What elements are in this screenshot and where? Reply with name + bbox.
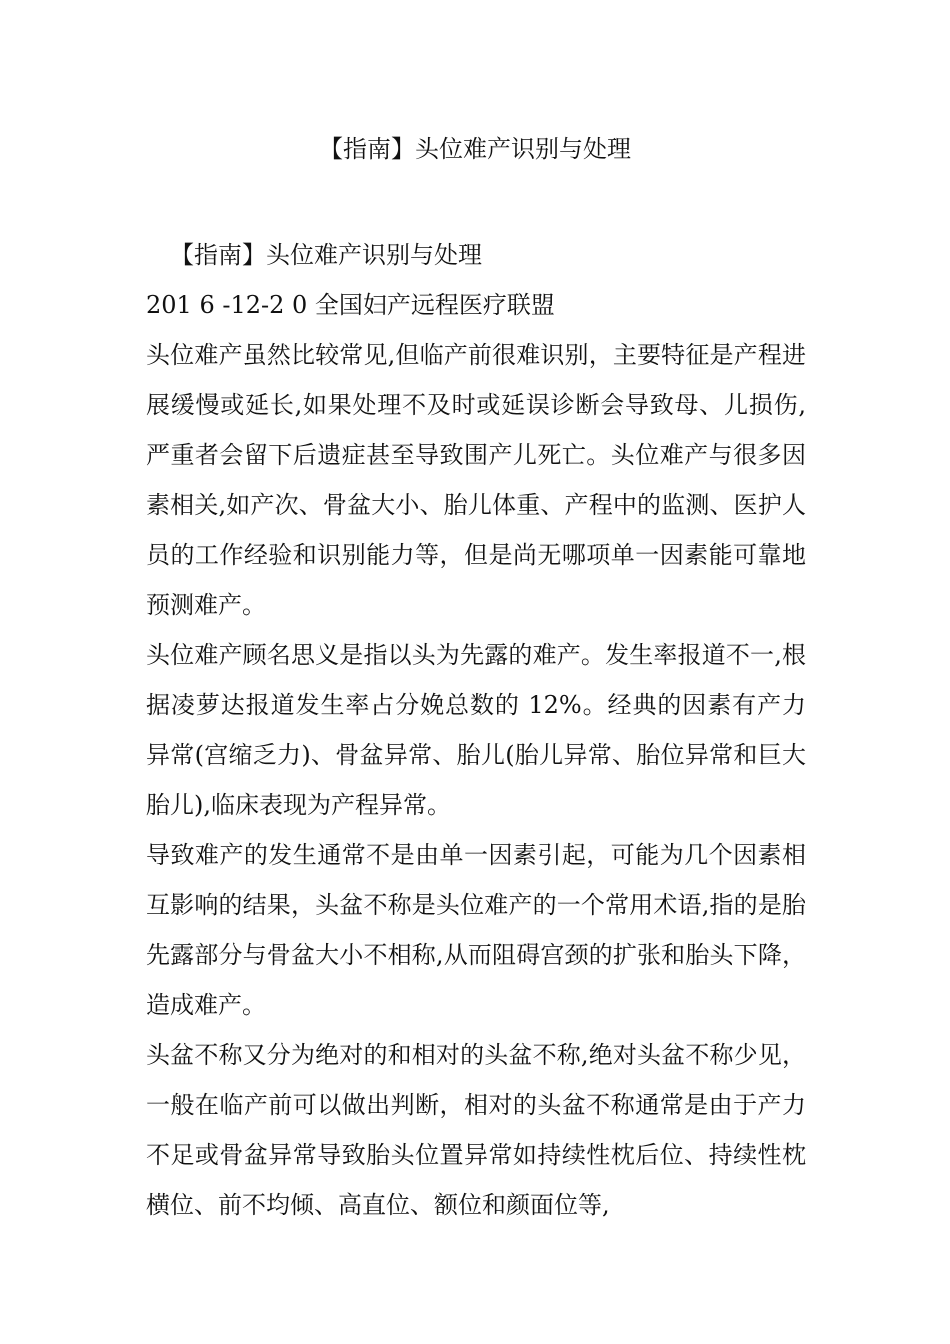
document-body [146,230,806,1230]
paragraph-1: 头位难产虽然比较常见,但临产前很难识别，主要特征是产程进展缓慢或延长,如果处理不及时或延误诊断会导致母、儿损伤,严重者会留下后遗症甚至导致围产儿死亡。头位难产与很多因素相关,如产次、骨盆大小、胎儿体重、产程中的监测、医护人员的工作经验和识别能力等，但是尚无哪项单一因素能可靠地预测难产。 [146,341,806,619]
paragraph-3: 导致难产的发生通常不是由单一因素引起，可能为几个因素相互影响的结果，头盆不称是头位难产的一个常用术语,指的是胎先露部分与骨盆大小不相称,从而阻碍宫颈的扩张和胎头下降，造成难产。 [146,841,806,1019]
article-meta-line: 201 6 -12-2 0 全国妇产远程医疗联盟 [146,291,555,319]
document-title: 【指南】头位难产识别与处理 [319,135,631,163]
paragraph-4: 头盆不称又分为绝对的和相对的头盆不称,绝对头盆不称少见，一般在临产前可以做出判断，相对的头盆不称通常是由于产力不足或骨盆异常导致胎头位置异常如持续性枕后位、持续性枕横位、前不均倾、高直位、额位和颜面位等, [146,1041,806,1219]
article-subtitle: 【指南】头位难产识别与处理 [170,241,482,269]
paragraph-2: 头位难产顾名思义是指以头为先露的难产。发生率报道不一,根据凌萝达报道发生率占分娩总数的 12%。经典的因素有产力异常(宫缩乏力)、骨盆异常、胎儿(胎儿异常、胎位异常和巨大胎儿),临床表现为产程异常。 [146,641,806,819]
